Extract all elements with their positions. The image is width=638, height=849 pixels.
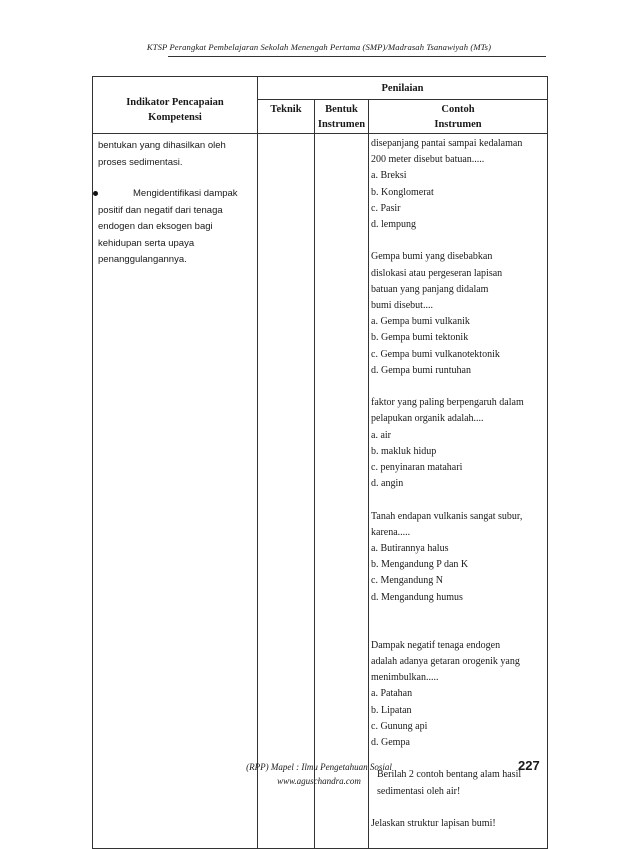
question-line: adalah adanya getaran orogenik yang bbox=[371, 656, 520, 668]
question-line: c. Gempa bumi vulkanotektonik bbox=[371, 348, 500, 360]
question-line: c. Gunung api bbox=[371, 720, 428, 732]
question-4 bbox=[371, 509, 545, 606]
question-line: Gempa bumi yang disebabkan bbox=[371, 251, 493, 263]
question-line: b. Lipatan bbox=[371, 704, 412, 716]
question-line: sedimentasi oleh air! bbox=[377, 785, 461, 797]
question-line: a. Breksi bbox=[371, 170, 407, 182]
header-contoh-line2: Instrumen bbox=[434, 119, 482, 130]
question-line: bumi disebut.... bbox=[371, 300, 433, 312]
indikator-line: bentukan yang dihasilkan oleh bbox=[98, 140, 226, 151]
question-line: c. Pasir bbox=[371, 202, 401, 214]
footer-line1: (RPP) Mapel : Ilmu Pengetahuan Sosial bbox=[246, 762, 392, 772]
teknik-cell bbox=[258, 134, 315, 849]
question-line: Dampak negatif tenaga endogen bbox=[371, 639, 501, 651]
question-7 bbox=[371, 816, 545, 832]
question-3 bbox=[371, 395, 545, 492]
indikator-line: proses sedimentasi. bbox=[98, 156, 183, 168]
question-line: b. Konglomerat bbox=[371, 186, 434, 198]
question-line: batuan yang panjang didalam bbox=[371, 283, 489, 295]
question-line: a. Butirannya halus bbox=[371, 543, 449, 555]
indikator-line: endogen dan eksogen bagi bbox=[98, 221, 213, 232]
assessment-table bbox=[92, 76, 548, 849]
header-rule bbox=[168, 56, 546, 57]
question-line: faktor yang paling berpengaruh dalam bbox=[371, 397, 524, 409]
header-bentuk-line2: Instrumen bbox=[317, 119, 366, 130]
question-line: b. Mengandung P dan K bbox=[371, 559, 469, 571]
question-line: c. penyinaran matahari bbox=[371, 462, 463, 474]
question-line: Tanah endapan vulkanis sangat subur, bbox=[371, 510, 523, 522]
question-line: b. Gempa bumi tektonik bbox=[371, 332, 469, 344]
page-number: 227 bbox=[518, 758, 540, 773]
indikator-line: Mengidentifikasi dampak bbox=[133, 188, 238, 199]
question-line: d. angin bbox=[371, 478, 404, 490]
question-line: pelapukan organik adalah.... bbox=[371, 413, 484, 425]
indikator-line: positif dan negatif dari tenaga bbox=[98, 204, 223, 216]
question-line: d. lempung bbox=[371, 219, 416, 231]
indikator-bullet-item bbox=[98, 186, 251, 269]
question-line: d. Mengandung humus bbox=[371, 591, 463, 603]
question-line: Berilah 2 contoh bentang alam hasil bbox=[377, 769, 522, 781]
bullet-icon bbox=[93, 191, 98, 196]
question-line: a. air bbox=[371, 429, 391, 441]
header-contoh bbox=[369, 100, 548, 134]
question-2 bbox=[371, 249, 545, 379]
question-line: c. Mengandung N bbox=[371, 575, 443, 587]
question-line: b. makluk hidup bbox=[371, 445, 437, 457]
page-footer bbox=[0, 760, 638, 788]
question-line: d. Gempa bumi runtuhan bbox=[371, 364, 471, 376]
question-line: menimbulkan..... bbox=[371, 672, 439, 684]
bentuk-cell bbox=[315, 134, 369, 849]
question-line: dislokasi atau pergeseran lapisan bbox=[371, 267, 503, 279]
question-1 bbox=[371, 136, 545, 233]
indikator-paragraph bbox=[98, 138, 251, 171]
question-line: Jelaskan struktur lapisan bumi! bbox=[371, 818, 496, 830]
header-bentuk bbox=[315, 100, 369, 134]
question-line: karena..... bbox=[371, 526, 411, 538]
question-5 bbox=[371, 638, 545, 751]
indikator-cell bbox=[93, 134, 258, 849]
question-line: a. Gempa bumi vulkanik bbox=[371, 316, 470, 328]
question-line: 200 meter disebut batuan..... bbox=[371, 154, 485, 166]
header-indikator bbox=[93, 77, 258, 134]
header-indikator-line2: Kompetensi bbox=[148, 112, 202, 123]
indikator-line: penanggulangannya. bbox=[98, 254, 187, 265]
indikator-line: kehidupan serta upaya bbox=[98, 237, 195, 249]
contoh-cell bbox=[369, 134, 548, 849]
question-line: disepanjang pantai sampai kedalaman bbox=[371, 138, 523, 149]
question-line: d. Gempa bbox=[371, 737, 410, 749]
header-indikator-line1: Indikator Pencapaian bbox=[126, 97, 224, 108]
page-header: KTSP Perangkat Pembelajaran Sekolah Menengah Pertama (SMP)/Madrasah Tsanawiyah (MTs) bbox=[146, 42, 492, 52]
question-line: a. Patahan bbox=[371, 688, 413, 700]
footer-website: www.aguschandra.com bbox=[277, 776, 361, 786]
header-penilaian: Penilaian bbox=[258, 77, 548, 100]
header-teknik: Teknik bbox=[258, 100, 315, 134]
header-contoh-line1: Contoh bbox=[441, 104, 475, 115]
header-bentuk-line1: Bentuk bbox=[325, 104, 358, 115]
